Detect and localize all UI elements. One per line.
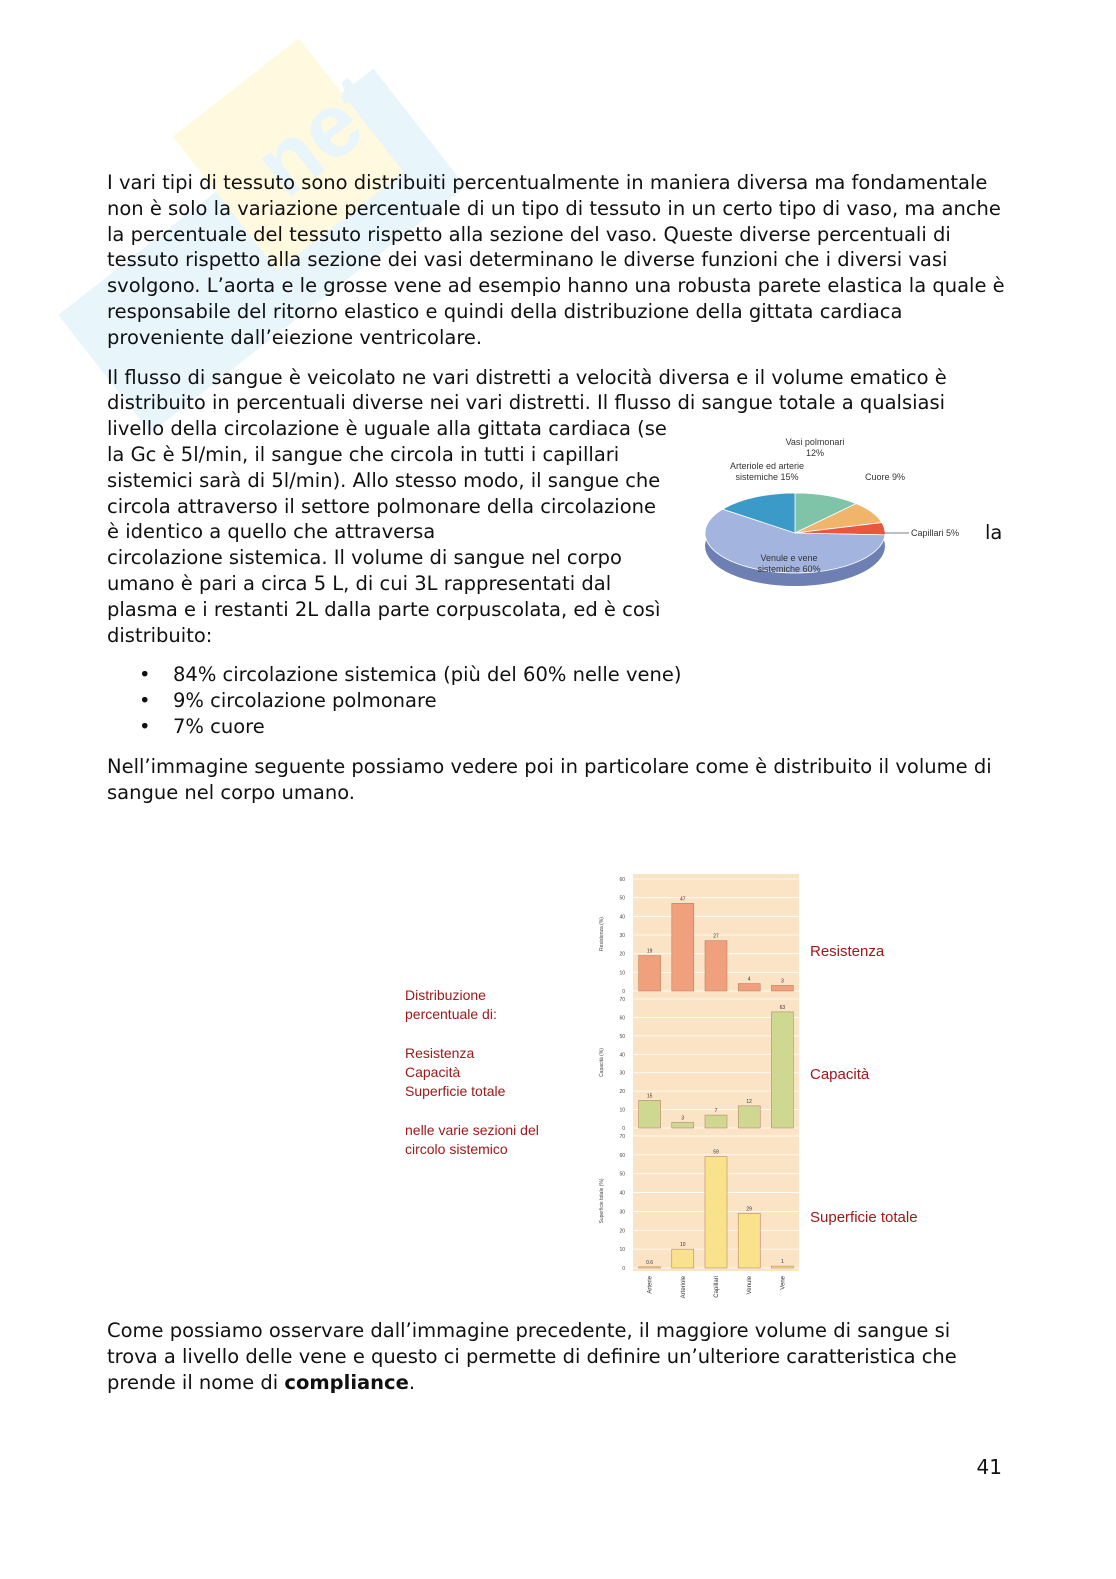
list-item: • 9% circolazione polmonare <box>107 688 1007 714</box>
y-tick-label: 20 <box>619 951 625 958</box>
y-tick-label: 30 <box>619 1209 625 1216</box>
bar-superficie-totale-capillari <box>705 1157 727 1268</box>
y-tick-label: 50 <box>619 1033 625 1040</box>
bar-value-label: 19 <box>646 948 653 955</box>
y-tick-label: 60 <box>619 1015 625 1022</box>
bar-value-label: 3 <box>781 978 784 985</box>
paragraph-flow-intro: Il flusso di sangue è veicolato ne vari distretti a velocità diversa e il volume ematico è distribuito in percentuali diverse nei vari distretti. Il flusso di sangue totale a qualsiasi <box>107 365 947 415</box>
x-tick-label: Vene <box>780 1276 787 1290</box>
y-tick-label: 0 <box>622 989 625 995</box>
list-item: • 84% circolazione sistemica (più del 60% nelle vene) <box>107 662 1007 688</box>
bar-resistenza-vene <box>771 985 793 991</box>
bar-superficie-totale-vene <box>771 1266 793 1268</box>
bar-value-label: 10 <box>680 1242 686 1249</box>
figure-intro-1: Distribuzione <box>405 987 486 1003</box>
y-tick-label: 0 <box>622 1126 625 1132</box>
distribution-bar-chart <box>395 866 945 1306</box>
y-tick-label: 30 <box>619 1070 625 1077</box>
y-tick-label: 50 <box>619 1171 625 1178</box>
panel-title-superficie: Superficie totale <box>810 1209 918 1226</box>
bar-value-label: 27 <box>713 933 719 940</box>
y-tick-label: 70 <box>619 1134 625 1140</box>
bar-value-label: 7 <box>714 1108 718 1115</box>
bar-capacità-arterie <box>639 1100 661 1128</box>
compliance-term: compliance <box>284 1370 409 1394</box>
bar-superficie-totale-arteriole <box>672 1249 694 1268</box>
panel-title-capacita: Capacità <box>810 1066 870 1083</box>
paragraph-flow-end: circolazione sistemica. Il volume di sangue nel corpo umano è pari a circa 5 L, di cui 3L rappresentati dal plasma e i restanti 2L dalla parte corpuscolata, ed è così distribuito: <box>107 546 661 647</box>
y-tick-label: 60 <box>619 877 625 883</box>
bar-value-label: 29 <box>746 1206 752 1213</box>
y-tick-label: 20 <box>619 1228 625 1235</box>
figure-intro-2: percentuale di: <box>405 1006 497 1022</box>
bar-value-label: 63 <box>779 1004 786 1011</box>
bar-capacità-capillari <box>705 1115 727 1128</box>
bar-value-label: 0.6 <box>646 1259 654 1266</box>
flow-section <box>107 365 1007 649</box>
pie-label-vasi-2: 12% <box>805 447 825 458</box>
bar-resistenza-venule <box>738 984 760 991</box>
y-axis-label: Resistenza (%) <box>599 917 605 951</box>
bar-value-label: 4 <box>747 976 751 983</box>
figure-sub-2: circolo sistemico <box>405 1141 508 1157</box>
figure-list-3: Superficie totale <box>405 1083 506 1099</box>
bar-value-label: 47 <box>680 896 686 903</box>
y-tick-label: 10 <box>619 1247 625 1254</box>
y-axis-label: Capacità (%) <box>599 1048 605 1077</box>
page-number: 41 <box>976 1455 1002 1479</box>
bar-resistenza-arterie <box>639 956 661 991</box>
paragraph-flow-wrap: livello della circolazione è uguale alla gittata cardiaca (se la Gc è 5l/min, il sangue che circola in tutti i capillari sistemici sarà di 5l/min). Allo stesso modo, il sangue che circola attraverso il settore polmonare della circolazione è identico a quello che attraversa <box>107 417 667 544</box>
y-axis-label: Superficie totale (%) <box>599 1178 605 1224</box>
panel-title-resistenza: Resistenza <box>810 943 885 960</box>
figure-list-1: Resistenza <box>405 1045 475 1061</box>
bar-superficie-totale-venule <box>738 1213 760 1268</box>
x-tick-label: Venule <box>747 1276 754 1295</box>
distribution-list <box>107 662 1007 739</box>
bar-capacità-vene <box>771 1012 793 1128</box>
y-tick-label: 60 <box>619 1152 625 1159</box>
y-tick-label: 40 <box>619 1190 625 1197</box>
x-tick-label: Arterie <box>647 1276 654 1294</box>
blood-volume-pie-chart <box>697 425 982 605</box>
watermark-text: net <box>236 54 405 217</box>
paragraph-flow-la: la <box>985 520 1003 544</box>
y-tick-label: 30 <box>619 933 625 939</box>
closing-section <box>107 1318 1007 1409</box>
y-tick-label: 40 <box>619 914 625 921</box>
bar-superficie-totale-arterie <box>639 1267 661 1268</box>
bar-resistenza-capillari <box>705 941 727 991</box>
x-tick-label: Capillari <box>714 1276 720 1298</box>
pie-label-cuore: Cuore 9% <box>865 471 906 482</box>
bar-value-label: 15 <box>646 1093 653 1100</box>
paragraph-tissues: I vari tipi di tessuto sono distribuiti percentualmente in maniera diversa ma fondamentale non è solo la variazione percentuale di un tipo di tessuto in un certo tipo di vaso, ma anche la percentuale del tessuto rispetto alla sezione del vaso. Queste diverse percentuali di tessuto rispetto alla sezione dei vasi determinano le diverse funzioni che i diversi vasi svolgono. L’aorta e le grosse vene ad esempio hanno una robusta parete elastica la quale è responsabile del ritorno elastico e quindi della distribuzione della gittata cardiaca proveniente dall’eiezione ventricolare. <box>107 171 1005 349</box>
pie-label-venule-1: Venule e vene <box>760 552 818 563</box>
y-tick-label: 10 <box>619 1107 625 1114</box>
pie-label-arteriole-1: Arteriole ed arterie <box>729 460 805 471</box>
y-tick-label: 50 <box>619 895 625 902</box>
pie-label-vasi-1: Vasi polmonari <box>785 436 845 447</box>
y-tick-label: 10 <box>619 970 625 977</box>
x-tick-label: Arteriole <box>680 1276 687 1299</box>
paragraph-image-intro: Nell’immagine seguente possiamo vedere poi in particolare come è distribuito il volume di sangue nel corpo umano. <box>107 754 992 804</box>
bar-value-label: 1 <box>781 1259 784 1266</box>
bar-value-label: 3 <box>681 1115 685 1122</box>
bar-resistenza-arteriole <box>672 903 694 991</box>
list-item: • 7% cuore <box>107 714 1007 740</box>
y-tick-label: 40 <box>619 1052 625 1059</box>
bar-value-label: 12 <box>746 1098 752 1105</box>
bar-capacità-arteriole <box>672 1122 694 1128</box>
figure-list-2: Capacità <box>405 1064 461 1080</box>
pie-label-capillari: Capillari 5% <box>911 527 960 538</box>
bar-value-label: 59 <box>713 1149 719 1156</box>
pie-label-venule-2: sistemiche 60% <box>757 563 821 574</box>
figure-sub-1: nelle varie sezioni del <box>405 1122 539 1138</box>
pie-label-arteriole-2: sistemiche 15% <box>735 471 799 482</box>
page-body <box>107 170 1007 819</box>
y-tick-label: 20 <box>619 1089 625 1096</box>
y-tick-label: 0 <box>622 1266 625 1272</box>
paragraph-compliance: Come possiamo osservare dall’immagine precedente, il maggiore volume di sangue si trova a livello delle vene e questo ci permette di definire un’ulteriore caratteristica che prende il nome di compliance. <box>107 1319 957 1394</box>
bar-capacità-venule <box>738 1106 760 1128</box>
y-tick-label: 70 <box>619 997 625 1003</box>
